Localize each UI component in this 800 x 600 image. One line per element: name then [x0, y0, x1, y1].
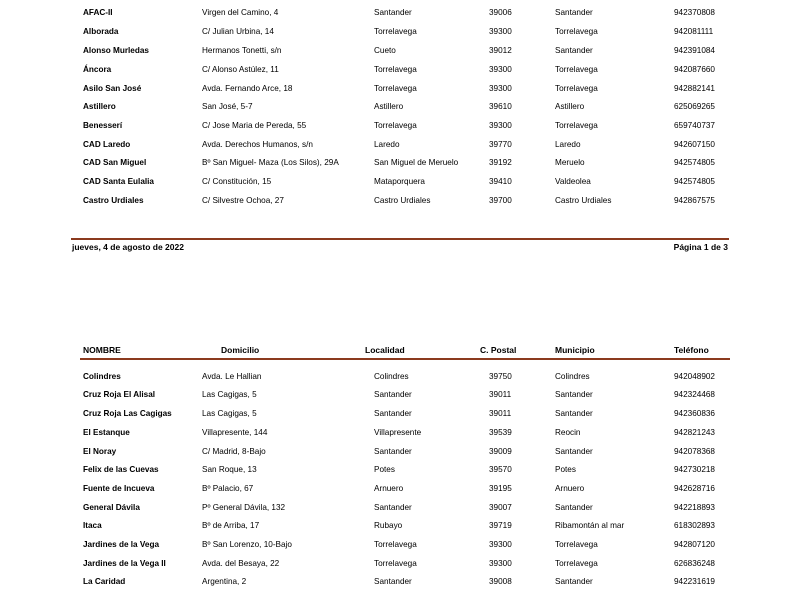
cell-domicilio: C/ Julian Urbina, 14	[202, 27, 274, 36]
cell-nombre: AFAC-II	[83, 8, 113, 17]
cell-localidad: Mataporquera	[374, 177, 425, 186]
cell-municipio: Ribamontán al mar	[555, 521, 625, 530]
footer-divider	[71, 238, 729, 240]
cell-nombre: Alborada	[83, 27, 119, 36]
cell-municipio: Torrelavega	[555, 27, 598, 36]
cell-domicilio: Villapresente, 144	[202, 428, 268, 437]
cell-localidad: Santander	[374, 409, 412, 418]
cell-codigo-postal: 39012	[489, 46, 512, 55]
cell-telefono: 942370808	[674, 8, 715, 17]
cell-codigo-postal: 39719	[489, 521, 512, 530]
cell-localidad: Astillero	[374, 102, 404, 111]
cell-domicilio: C/ Alonso Astúlez, 11	[202, 65, 279, 74]
column-header-localidad: Localidad	[365, 345, 405, 355]
cell-domicilio: Virgen del Camino, 4	[202, 8, 279, 17]
cell-nombre: Asilo San José	[83, 84, 142, 93]
table-row	[0, 423, 800, 442]
cell-localidad: Santander	[374, 503, 412, 512]
column-header-telefono: Teléfono	[674, 345, 709, 355]
cell-municipio: Santander	[555, 577, 593, 586]
table-row	[0, 79, 800, 98]
table-row	[0, 572, 800, 591]
cell-nombre: Castro Urdiales	[83, 196, 144, 205]
table-row	[0, 385, 800, 404]
table-row	[0, 535, 800, 554]
cell-municipio: Astillero	[555, 102, 585, 111]
cell-localidad: Cueto	[374, 46, 396, 55]
column-header-nombre: NOMBRE	[83, 345, 121, 355]
cell-nombre: Benesserí	[83, 121, 123, 130]
table-row	[0, 479, 800, 498]
cell-municipio: Colindres	[555, 372, 590, 381]
table-row	[0, 22, 800, 41]
cell-domicilio: San Roque, 13	[202, 465, 257, 474]
cell-telefono: 942391084	[674, 46, 715, 55]
cell-nombre: Felix de las Cuevas	[83, 465, 159, 474]
table-row	[0, 516, 800, 535]
cell-telefono: 942574805	[674, 158, 715, 167]
cell-domicilio: C/ Constitución, 15	[202, 177, 272, 186]
cell-telefono: 625069265	[674, 102, 715, 111]
table-row	[0, 498, 800, 517]
cell-telefono: 942607150	[674, 140, 715, 149]
cell-municipio: Reocin	[555, 428, 581, 437]
cell-nombre: Itaca	[83, 521, 102, 530]
cell-localidad: Torrelavega	[374, 559, 417, 568]
cell-codigo-postal: 39770	[489, 140, 512, 149]
cell-localidad: Laredo	[374, 140, 400, 149]
cell-nombre: CAD San Miguel	[83, 158, 147, 167]
cell-codigo-postal: 39750	[489, 372, 512, 381]
cell-codigo-postal: 39009	[489, 447, 512, 456]
cell-codigo-postal: 39006	[489, 8, 512, 17]
cell-domicilio: C/ Jose Maria de Pereda, 55	[202, 121, 307, 130]
cell-codigo-postal: 39300	[489, 27, 512, 36]
cell-telefono: 942078368	[674, 447, 715, 456]
cell-domicilio: Las Cagigas, 5	[202, 409, 257, 418]
table-row	[0, 554, 800, 573]
column-header-municipio: Municipio	[555, 345, 595, 355]
table-row	[0, 404, 800, 423]
cell-domicilio: C/ Silvestre Ochoa, 27	[202, 196, 284, 205]
cell-nombre: Astillero	[83, 102, 116, 111]
table-row	[0, 135, 800, 154]
cell-localidad: Torrelavega	[374, 65, 417, 74]
cell-localidad: Torrelavega	[374, 121, 417, 130]
cell-nombre: Colindres	[83, 372, 121, 381]
cell-domicilio: Bº San Lorenzo, 10-Bajo	[202, 540, 292, 549]
table-row	[0, 191, 800, 210]
cell-codigo-postal: 39192	[489, 158, 512, 167]
cell-codigo-postal: 39610	[489, 102, 512, 111]
cell-localidad: Torrelavega	[374, 540, 417, 549]
cell-codigo-postal: 39410	[489, 177, 512, 186]
cell-domicilio: Argentina, 2	[202, 577, 247, 586]
table-row	[0, 41, 800, 60]
cell-municipio: Valdeolea	[555, 177, 591, 186]
cell-telefono: 942821243	[674, 428, 715, 437]
cell-localidad: Santander	[374, 8, 412, 17]
cell-localidad: Torrelavega	[374, 27, 417, 36]
cell-domicilio: Bº San Miguel- Maza (Los Silos), 29A	[202, 158, 339, 167]
header-divider	[80, 358, 730, 360]
cell-codigo-postal: 39300	[489, 84, 512, 93]
cell-telefono: 942324468	[674, 390, 715, 399]
cell-nombre: El Estanque	[83, 428, 130, 437]
cell-domicilio: Hermanos Tonetti, s/n	[202, 46, 282, 55]
cell-domicilio: Avda. Le Hallian	[202, 372, 262, 381]
cell-codigo-postal: 39007	[489, 503, 512, 512]
cell-codigo-postal: 39195	[489, 484, 512, 493]
cell-nombre: El Noray	[83, 447, 117, 456]
cell-localidad: Santander	[374, 577, 412, 586]
cell-telefono: 942574805	[674, 177, 715, 186]
cell-nombre: Cruz Roja Las Cagigas	[83, 409, 172, 418]
cell-localidad: Arnuero	[374, 484, 404, 493]
cell-nombre: Jardines de la Vega II	[83, 559, 166, 568]
cell-codigo-postal: 39008	[489, 577, 512, 586]
table-row	[0, 3, 800, 22]
cell-municipio: Torrelavega	[555, 559, 598, 568]
cell-telefono: 618302893	[674, 521, 715, 530]
cell-municipio: Santander	[555, 390, 593, 399]
cell-domicilio: Avda. Fernando Arce, 18	[202, 84, 293, 93]
cell-localidad: Villapresente	[374, 428, 422, 437]
cell-localidad: Rubayo	[374, 521, 403, 530]
cell-telefono: 942218893	[674, 503, 715, 512]
cell-domicilio: Pº General Dávila, 132	[202, 503, 286, 512]
column-header-codigo-postal: C. Postal	[480, 345, 517, 355]
table-row	[0, 442, 800, 461]
cell-domicilio: Bº de Arriba, 17	[202, 521, 260, 530]
cell-nombre: CAD Santa Eulalia	[83, 177, 154, 186]
cell-localidad: Castro Urdiales	[374, 196, 431, 205]
table-row	[0, 172, 800, 191]
cell-municipio: Potes	[555, 465, 576, 474]
cell-telefono: 942081111	[674, 27, 714, 36]
cell-municipio: Meruelo	[555, 158, 585, 167]
cell-telefono: 942867575	[674, 196, 715, 205]
cell-domicilio: Bº Palacio, 67	[202, 484, 254, 493]
table-row	[0, 153, 800, 172]
cell-municipio: Santander	[555, 447, 593, 456]
table-row	[0, 367, 800, 386]
cell-codigo-postal: 39300	[489, 559, 512, 568]
cell-domicilio: Avda. Derechos Humanos, s/n	[202, 140, 313, 149]
cell-telefono: 942087660	[674, 65, 715, 74]
cell-municipio: Santander	[555, 409, 593, 418]
cell-municipio: Torrelavega	[555, 540, 598, 549]
cell-telefono: 659740737	[674, 121, 715, 130]
table-header	[0, 345, 800, 359]
cell-codigo-postal: 39300	[489, 540, 512, 549]
cell-domicilio: Las Cagigas, 5	[202, 390, 257, 399]
cell-localidad: Torrelavega	[374, 84, 417, 93]
cell-localidad: Santander	[374, 447, 412, 456]
cell-codigo-postal: 39011	[489, 409, 512, 418]
table-row	[0, 97, 800, 116]
cell-codigo-postal: 39539	[489, 428, 512, 437]
cell-telefono: 942360836	[674, 409, 715, 418]
cell-municipio: Arnuero	[555, 484, 585, 493]
cell-nombre: CAD Laredo	[83, 140, 131, 149]
cell-codigo-postal: 39570	[489, 465, 512, 474]
cell-nombre: La Caridad	[83, 577, 126, 586]
cell-municipio: Santander	[555, 8, 593, 17]
cell-telefono: 942628716	[674, 484, 715, 493]
cell-telefono: 942882141	[674, 84, 715, 93]
cell-localidad: Santander	[374, 390, 412, 399]
cell-municipio: Torrelavega	[555, 65, 598, 74]
cell-telefono: 942231619	[674, 577, 715, 586]
cell-municipio: Laredo	[555, 140, 581, 149]
cell-codigo-postal: 39700	[489, 196, 512, 205]
cell-localidad: Potes	[374, 465, 395, 474]
footer-date: jueves, 4 de agosto de 2022	[72, 242, 184, 252]
cell-codigo-postal: 39300	[489, 65, 512, 74]
cell-nombre: Jardines de la Vega	[83, 540, 160, 549]
cell-domicilio: C/ Madrid, 8-Bajo	[202, 447, 266, 456]
cell-telefono: 626836248	[674, 559, 715, 568]
table-row	[0, 116, 800, 135]
cell-municipio: Torrelavega	[555, 121, 598, 130]
cell-municipio: Santander	[555, 46, 593, 55]
cell-domicilio: San José, 5-7	[202, 102, 253, 111]
cell-municipio: Torrelavega	[555, 84, 598, 93]
column-header-domicilio: Domicilio	[221, 345, 260, 355]
cell-nombre: Cruz Roja El Alisal	[83, 390, 156, 399]
cell-nombre: General Dávila	[83, 503, 140, 512]
page-number: Página 1 de 3	[673, 242, 728, 252]
cell-localidad: Colindres	[374, 372, 409, 381]
cell-localidad: San Miguel de Meruelo	[374, 158, 459, 167]
cell-municipio: Castro Urdiales	[555, 196, 612, 205]
cell-municipio: Santander	[555, 503, 593, 512]
table-row	[0, 460, 800, 479]
cell-telefono: 942048902	[674, 372, 715, 381]
cell-nombre: Fuente de Incueva	[83, 484, 155, 493]
cell-domicilio: Avda. del Besaya, 22	[202, 559, 280, 568]
cell-codigo-postal: 39300	[489, 121, 512, 130]
table-row	[0, 60, 800, 79]
cell-telefono: 942730218	[674, 465, 715, 474]
cell-telefono: 942807120	[674, 540, 715, 549]
cell-nombre: Alonso Murledas	[83, 46, 149, 55]
cell-nombre: Áncora	[83, 65, 112, 74]
cell-codigo-postal: 39011	[489, 390, 512, 399]
